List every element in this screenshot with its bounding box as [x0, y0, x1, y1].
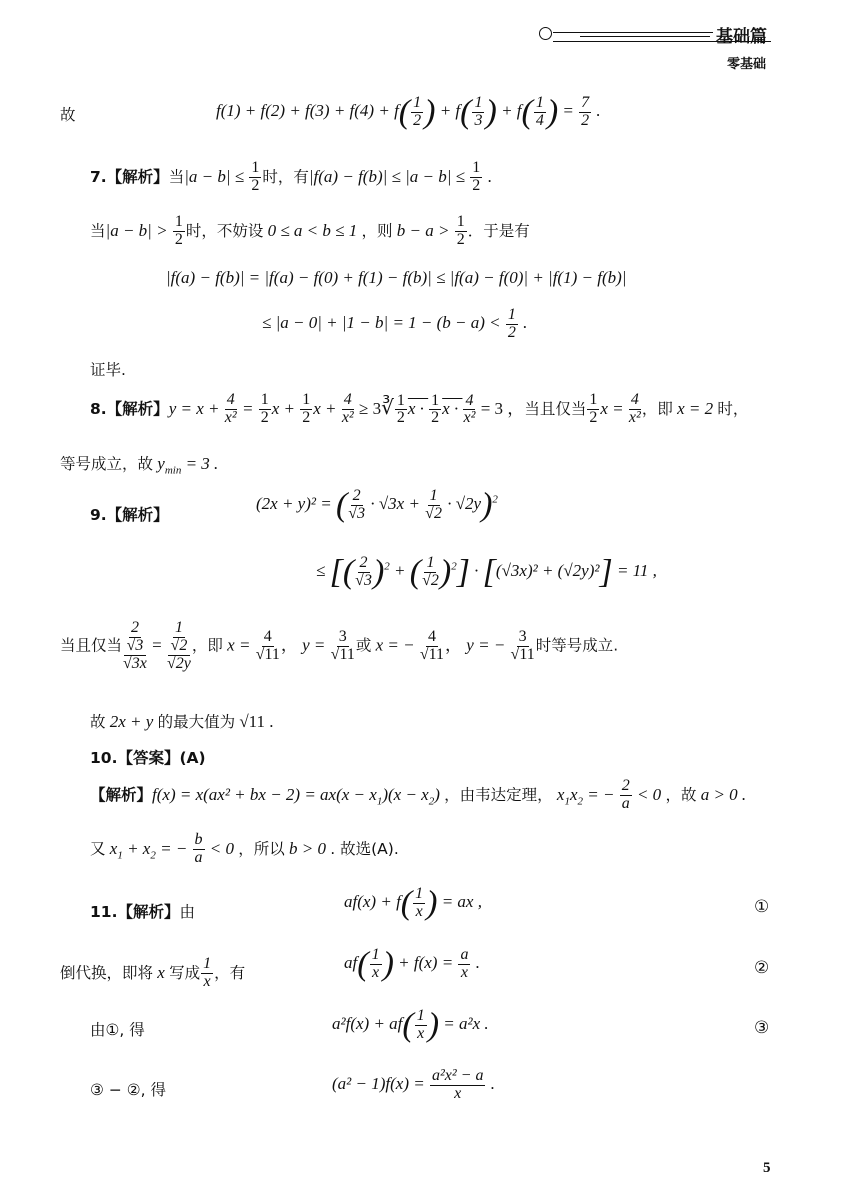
- p11-eq3: a²f(x) + af( $\frac{1}{x}$ ) = a²x .: [332, 1006, 489, 1044]
- p9-cond: 当且仅当 $\frac{\frac{2}{√3}}{√3x}$ = $\frac{\frac{1}{√2}}{√2y}$ ，即 x = $\frac{4}{√11}$ ， y = $\frac{3}{√11}$ 或 x = − $\frac{4}{√11}$ ， y = − $\frac{3}{√11}$ 时等号成立.: [60, 619, 619, 672]
- marker-2: ②: [754, 958, 770, 977]
- equation-sum: f(1) + f(2) + f(3) + f(4) + f( $\frac{1}{2}$ ) + f( $\frac{1}{3}$ ) + f( $\frac{1}{4}$ ) = $\frac{7}{2}$ .: [216, 93, 601, 131]
- header-rule: [553, 32, 713, 33]
- p10-line1: 【解析】f(x) = x(ax² + bx − $2) = ax(x - x_1)(x - x_2)$ ，由韦达定理， $x_1x_2$ = − $\frac{2}{a}$ < 0 ，故 a > 0 .: [90, 777, 747, 812]
- subsection-title: 零基础: [727, 57, 767, 72]
- page-number: 5: [763, 1160, 771, 1176]
- p7-head: 7.【解析】: [90, 167, 169, 186]
- p11-head: 11.【解析】: [90, 903, 180, 921]
- header-circle-icon: [539, 27, 552, 40]
- p11-from: 由①, 得: [90, 1021, 145, 1039]
- p7-eq1: |f(a) − f(b)| = |f(a) − f(0) + f(1) − f(b)| ≤ |f(a) − f(0)| + |f(1) − f(b)|: [166, 268, 627, 287]
- p9-eq1: (2x + y)² = ( $\frac{2}{√3}$ · √3x + $\frac{1}{√2}$ · √2y)$^2$: [256, 486, 498, 524]
- p11-eq2: af( $\frac{1}{x}$ ) + f(x) = $\frac{a}{x}$ .: [344, 945, 480, 983]
- p9-head: 9.【解析】: [90, 506, 169, 524]
- p11-line1: [90, 900, 195, 922]
- p7-end: 证毕.: [90, 361, 126, 379]
- marker-3: ③: [754, 1018, 770, 1037]
- p7-line2: 当|a − b| > $\frac{1}{2}$ 时，不妨设 0 ≤ a < b ≤ 1 ，则 b − a > $\frac{1}{2}$ ．于是有: [90, 213, 530, 248]
- p11-you: 由: [179, 903, 195, 921]
- p8-line1: 8.【解析】y = x + $\frac{4}{\text{x²}}$ = $\frac{1}{2}$ x + $\frac{1}{2}$ x + $\frac{4}{\text{x²}}$ ≥ 3∛ $\frac{1}{2}$ x · $\frac{1}{2}$ x · $\frac{4}{\text{x²}}$ = 3 ，当且仅当 $\frac{1}{2}$ x = $\frac{4}{\text{x²}}$ ，即 x = 2 时，: [90, 391, 749, 427]
- p9-conc: 故 2x + y 的最大值为 √11 .: [90, 712, 274, 731]
- p9-eq2: ≤ [( $\frac{2}{√3}$ )$^2$ + ( $\frac{1}{√2}$ )$^2$] · [(√3x)² + (√2y)²] = 11 ,: [316, 553, 657, 591]
- p11-sub: 倒代换，即将 x 写成 $\frac{1}{x}$ ，有: [60, 955, 246, 990]
- header-rule: [580, 36, 710, 37]
- gu-label: 故: [60, 106, 76, 124]
- p11-eq4: (a² − 1)f(x) = $\frac{\text{a²x² − a}}{x}$ .: [332, 1067, 495, 1102]
- p10-line2: 又 $x_1 + x_2$ = − $\frac{b}{a}$ < 0 ，所以 b > 0 . 故选(A).: [90, 831, 399, 866]
- p10-head: 10.【答案】(A): [90, 749, 206, 767]
- p7-eq2: ≤ |a − 0| + |1 − b| = 1 − (b − a) < $\frac{1}{2}$ .: [262, 306, 528, 341]
- p11-diff: ③ − ②, 得: [90, 1081, 166, 1099]
- section-title: 基础篇: [716, 27, 767, 47]
- marker-1: ①: [754, 897, 770, 916]
- p8-line2: 等号成立，故 $y_{min} = 3$ .: [60, 454, 219, 477]
- p7-line1: 7.【解析】当|a − b| ≤ $\frac{1}{2}$ 时，有|f(a) − f(b)| ≤ |a − b| ≤ $\frac{1}{2}$ .: [90, 159, 492, 194]
- p8-head: 8.【解析】: [90, 399, 169, 418]
- p11-eq1: af(x) + f( $\frac{1}{x}$ ) = ax ,: [344, 884, 482, 922]
- p10-jx: 【解析】: [90, 785, 153, 804]
